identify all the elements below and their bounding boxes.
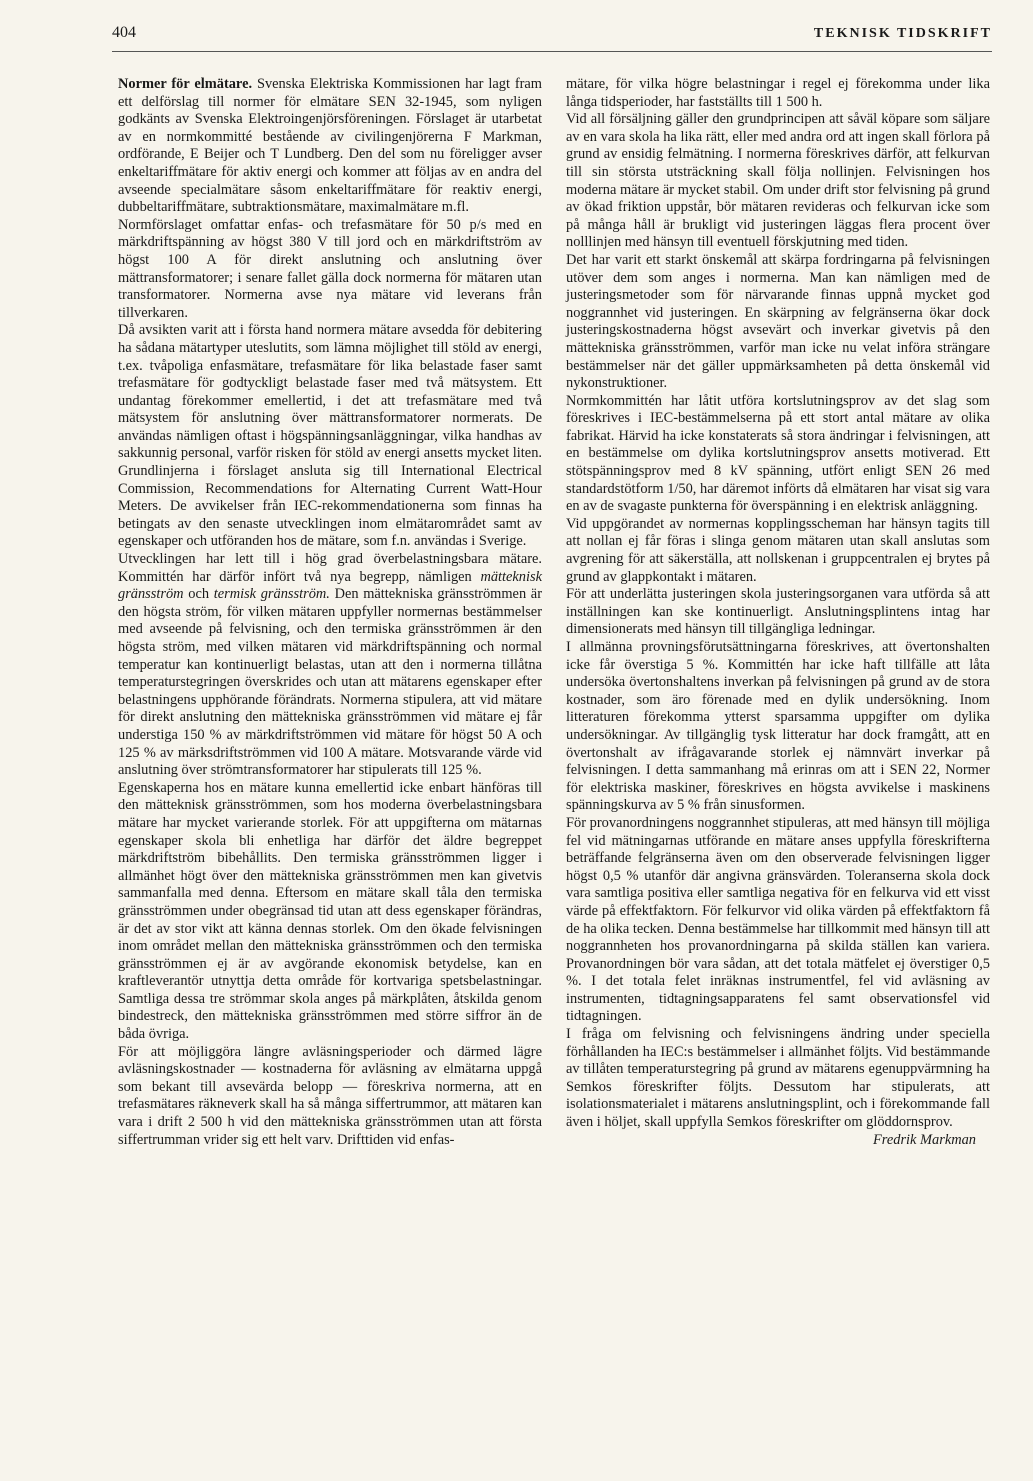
article-heading: Normer för elmätare.: [118, 76, 253, 92]
journal-title: TEKNISK TIDSKRIFT: [813, 26, 992, 41]
page-number: 404: [112, 24, 136, 41]
paragraph: Vid all försäljning gäller den grundprincipen att såväl köpare som säljare av en vara skola ha lika rätt, eller med andra ord att ingen skall förlora på grund av ensidig felmätning. I normerna föreskrives därför, att felkurvan till sin största utsträckning skall följa nollinjen. Felvisningen hos moderna mätare är mycket stabil. Om under drift stor felvisning på grund av ökad friktion uppstår, bör mätaren revideras och felkurvan icke som på många håll är brukligt vid justeringen läggas flera procent över nolllinjen med hänsyn till eventuell förskjutning med tiden.: [566, 111, 990, 251]
paragraph: I allmänna provningsförutsättningarna föreskrives, att övertonshalten icke får överstiga 5 %. Kommittén har icke haft tillfälle att låta undersöka övertonshaltens inverkan på felvisningen på grund av de stora kostnader, som äro förenade med en dylik undersökning. Inom litteraturen förekomma ytterst sparsamma uppgifter om dylika undersökningar. Av tillgänglig tysk litteratur har dock framgått, att en övertonshalt av ifrågavarande storlek ej nämnvärt inverkar på felvisningen. I detta sammanhang må erinras om att i SEN 22, Normer för elektriska maskiner, föreskrives en högsta avvikelse i maskinens spänningskurva av 5 % från sinusformen.: [566, 639, 990, 814]
paragraph: För provanordningens noggrannhet stipuleras, att med hänsyn till möjliga fel vid mätningarnas utförande en mätare anses uppfylla föreskrifterna beträffande felgränserna även om den observerade felvisningen ligger högst 0,5 % utanför där angivna gränsvärden. Toleranserna skola dock vara samtliga positiva eller samtliga negativa för en felkurva vid ett visst värde på effektfaktorn. För felkurvor vid olika värden på effektfaktorn få de ha olika tecken. Denna bestämmelse har tillkommit med hänsyn till att noggrannheten hos provanordningarna på skilda ställen kan variera. Provanordningen bör vara sådan, att det totala mätfelet ej överstiger 0,5 %. I det totala felet inräknas instrumentfel, fel vid avläsning av instrumenten, tidtagningsapparatens fel samt observationsfel vid tidtagningen.: [566, 814, 990, 1025]
paragraph: Vid uppgörandet av normernas kopplingsscheman har hänsyn tagits till att nollan ej får föras i slinga genom mätaren utan skall anslutas som avgrening för att säkerställa, att nollskenan i gruppcentralen ej brytes på grund av glappkontakt i mätaren.: [566, 515, 990, 585]
right-column: [566, 76, 990, 1149]
header-rule: [112, 51, 992, 52]
paragraph: Då avsikten varit att i första hand normera mätare avsedda för debitering ha sådana mätartyper uteslutits, som lämna möjlighet till stöld av energi, t.ex. tvåpoliga enfasmätare, trefasmätare för lika belastade faser samt trefasmätare för godtyckligt belastade faser med två mätsystem. Ett undantag förekommer emellertid, i det att trefasmätare med två mätsystem för anslutning över mättransformatorer normerats. De användas nämligen oftast i högspänningsanläggningar, vilka handhas av sakkunnig personal, varför risken för stöld av energi ansetts mycket liten. Grundlinjerna i förslaget ansluta sig till International Electrical Commission, Recommendations for Alternating Current Watt-Hour Meters. De avvikelser från IEC-rekommendationerna som finnas ha betingats av den senaste utvecklingen inom elmätarområdet samt av egenskaper och utföranden hos de mätare, som f.n. användas i Sverige.: [118, 322, 542, 550]
paragraph: Normkommittén har låtit utföra kortslutningsprov av det slag som föreskrives i IEC-bestämmelserna på ett stort antal mätare av olika fabrikat. Härvid ha icke konstaterats så stora ändringar i felvisningen, att en bestämmelse om dylika kortslutningsprov ansetts motiverad. Ett stötspänningsprov med 8 kV spänning, utfört enligt SEN 26 med standardstötform 1/50, har däremot införts då elmätaren har visat sig vara en av de svagaste punkterna för överspänning i en elektrisk anläggning.: [566, 392, 990, 515]
paragraph: Egenskaperna hos en mätare kunna emellertid icke enbart hänföras till den mätteknisk gränsströmmen, som hos moderna överbelastningsbara mätare har mycket varierande storlek. För att uppgifterna om mätarnas egenskaper skola bli enhetliga har därför det äldre begreppet märkdriftström bibehållits. Den termiska gränsströmmen ligger i allmänhet högt över den mättekniska gränsströmmen men kan givetvis sammanfalla med denna. Eftersom en mätare skall tåla den termiska gränsströmmen under obegränsad tid utan att dess egenskaper förändras, är det av stor vikt att känna dennas storlek. Om den ökade felvisningen inom området mellan den mättekniska gränsströmmen och den termiska gränsströmmen ej är av avgörande ekonomisk betydelse, kan en kraftleverantör utnyttja detta område för kortvariga spetsbelastningar. Samtliga dessa tre strömmar skola anges på märkplåten, åtskilda genom bindestreck, den mättekniska gränsströmmen med större siffror än de båda övriga.: [118, 779, 542, 1043]
term-thermal-limit: termisk gränsström.: [213, 586, 330, 603]
paragraph: För att underlätta justeringen skola justeringsorganen vara utförda så att inställningen kan ske kontinuerligt. Anslutningsplintens intag har dimensionerats med hänsyn till tillgängliga ledningar.: [566, 586, 990, 638]
author-signature: Fredrik Markman: [873, 1131, 976, 1148]
paragraph: I fråga om felvisning och felvisningens ändring under speciella förhållanden ha IEC:s bestämmelser i allmänhet följts. Vid bestämmande av tillåten temperaturstegring på grund av mätarens egenuppvärmning ha Semkos föreskrifter följts. Dessutom har stipulerats, att isolationsmaterialet i mätarens anslutningsplint, och i förekommande fall även i höljet, skall uppfylla Semkos föreskrifter om glöddornsprov.: [566, 1026, 990, 1131]
paragraph: Utvecklingen har lett till i hög grad överbelastningsbara mätare. Kommittén har därför infört två nya begrepp, nämligen mätteknisk gränsström och termisk gränsström. Den mättekniska gränsströmmen är den högsta ström, för vilken mätaren uppfyller normernas bestämmelser med avseende på felvisning, och den termiska gränsströmmen är den högsta ström, med vilken mätaren vid märkdriftspänning och normal temperatur kan kontinuerligt belastas, utan att den i normerna tillåtna temperaturstegringen överskrides och utan att mätarens egenskaper efter belastningens upphörande förändrats. Normerna stipulera, att vid mätare för direkt anslutning den mättekniska gränsströmmen vid mätare ej får understiga 150 % av märkdriftströmmen vid mätare för högst 50 A och 125 % av märksdriftströmmen vid 100 A mätare. Motsvarande värde vid anslutning över strömtransformatorer har stipulerats till 125 %.: [118, 551, 542, 779]
page-header: [112, 22, 992, 46]
paragraph: Det har varit ett starkt önskemål att skärpa fordringarna på felvisningen utöver dem som anges i normerna. Man kan nämligen med de justeringsmetoder som för närvarande finnas uppnå mycket god noggrannhet vid justeringen. En skärpning av felgränserna ökar dock justeringskostnaderna högst avsevärt och inverkar givetvis på den mättekniska gränsströmmen, varför man icke nu velat införa strängare bestämmelser när det gäller uppmärksamheten på detta önskemål vid nykonstruktioner.: [566, 251, 990, 392]
paragraph: För att möjliggöra längre avläsningsperioder och därmed lägre avläsningskostnader — kostnaderna för avläsning av elmätarna uppgå som bekant till avsevärda belopp — föreskriva normerna, att en trefasmätares räkneverk skall ha så många siffertrummor, att mätaren kan vara i drift 2 500 h vid den mättekniska gränsströmmen utan att första siffertrumman vrider sig ett helt varv. Drifttiden vid enfas-: [118, 1043, 542, 1148]
left-column: [118, 76, 542, 1149]
term-metrological-limit: mätteknisk gränsström: [118, 568, 542, 603]
paragraph: Normer för elmätare. Svenska Elektriska Kommissionen har lagt fram ett delförslag till normer för elmätare SEN 32-1945, som nyligen godkänts av Svenska Elektroingenjörsföreningen. Förslaget är utarbetat av en normkommitté bestående av civilingenjörerna F Markman, ordförande, E Beijer och T Lundberg. Den del som nu föreligger avser enkeltariffmätare för aktiv energi och kommer att följas av en andra del avseende specialmätare såsom enkeltariffmätare för reaktiv energi, dubbeltariffmätare, subtraktionsmätare, maximalmätare m.fl.: [118, 76, 542, 216]
paragraph: Normförslaget omfattar enfas- och trefasmätare för 50 p/s med en märkdriftspänning av högst 380 V till jord och en märkdriftström av högst 100 A för direkt anslutning och anslutning över mättransformatorer; i senare fallet gälla dock normerna för mätaren utan transformatorer. Normerna avse nya mätare vid leverans från tillverkaren.: [118, 216, 542, 321]
paragraph: mätare, för vilka högre belastningar i regel ej förekomma under lika långa tidsperioder, har fastställts till 1 500 h.: [566, 76, 990, 110]
